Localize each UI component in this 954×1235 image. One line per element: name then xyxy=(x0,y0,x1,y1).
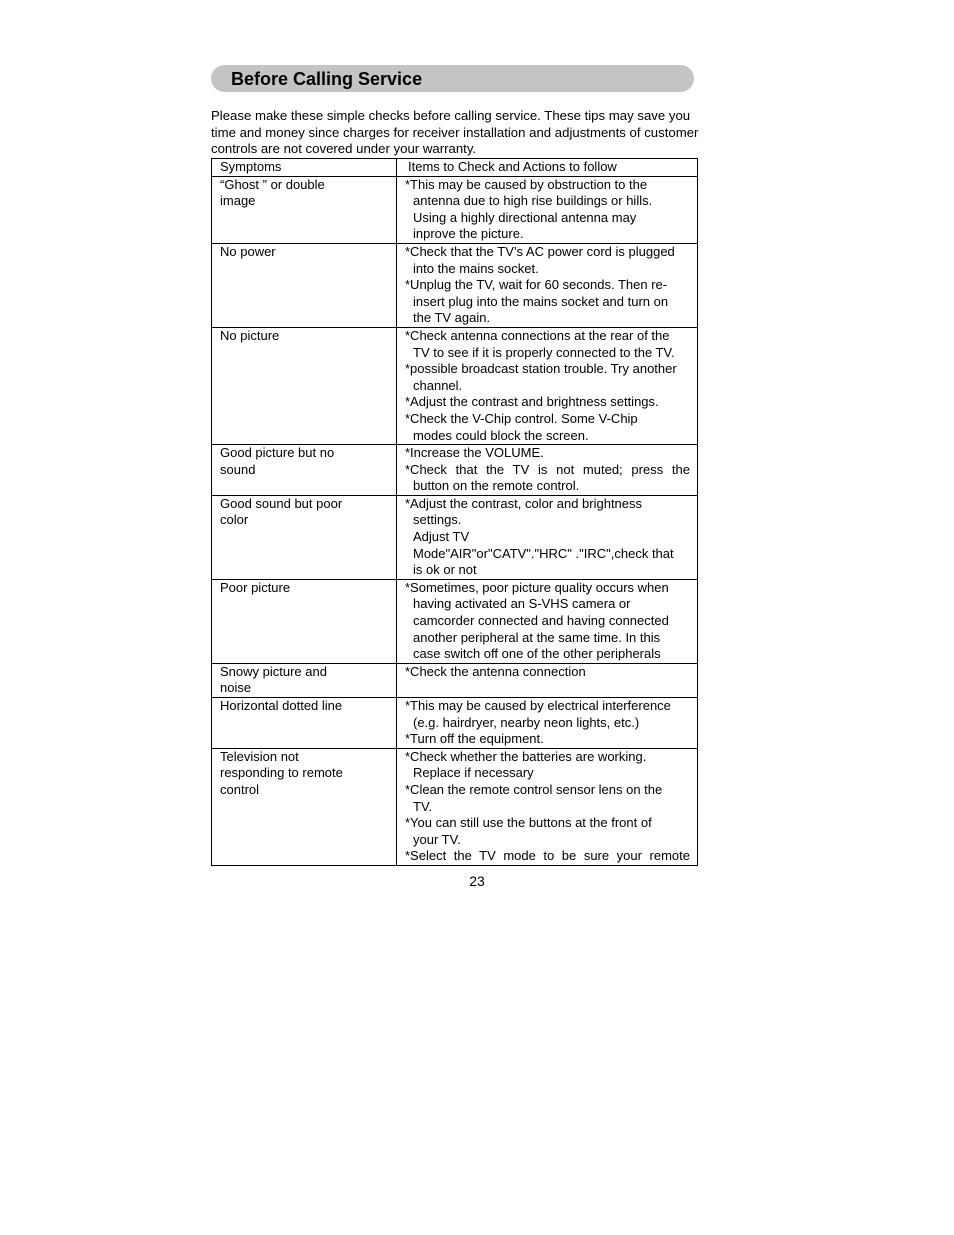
symptom-line: No picture xyxy=(220,327,280,343)
symptom-line: Horizontal dotted line xyxy=(220,698,343,713)
table-row xyxy=(212,495,698,579)
action-line: having activated an S-VHS camera or xyxy=(413,596,631,612)
symptom-line: “Ghost ” or double xyxy=(220,176,325,192)
page-title: Before Calling Service xyxy=(231,69,423,89)
action-line: *Check whether the batteries are working. xyxy=(405,748,647,764)
action-line: inprove the picture. xyxy=(413,226,524,242)
action-cell xyxy=(397,663,698,697)
symptom-line: Television not xyxy=(220,748,299,764)
symptom-line: control xyxy=(220,781,260,797)
symptom-cell xyxy=(212,495,397,579)
symptom-cell xyxy=(212,176,397,243)
section-title-banner xyxy=(211,65,694,92)
header-actions: Items to Check and Actions to follow xyxy=(408,159,617,174)
symptom-line: No power xyxy=(220,243,276,259)
action-cell xyxy=(397,495,698,579)
symptom-cell xyxy=(212,243,397,327)
symptom-line: sound xyxy=(220,461,256,477)
action-line: *Check the V-Chip control. Some V-Chip xyxy=(405,410,638,426)
action-line: *Check that the TV is not muted; press the xyxy=(405,461,690,477)
action-cell xyxy=(397,748,698,865)
action-line: insert plug into the mains socket and turn on xyxy=(413,293,669,309)
action-line: settings. xyxy=(413,512,462,528)
action-cell xyxy=(397,445,698,496)
symptom-cell xyxy=(212,445,397,496)
action-line: *Select the TV mode to be sure your remote xyxy=(405,848,690,864)
action-line: *Check that the TV’s AC power cord is plugged xyxy=(405,243,675,259)
symptom-cell xyxy=(212,327,397,444)
action-line: (e.g. hairdryer, nearby neon lights, etc.) xyxy=(413,714,640,730)
symptom-cell xyxy=(212,748,397,865)
action-line: *You can still use the buttons at the front of xyxy=(405,815,652,831)
action-line: *possible broadcast station trouble. Try another xyxy=(405,361,677,377)
action-line: *This may be caused by obstruction to the xyxy=(405,176,648,192)
table-row xyxy=(212,243,698,327)
action-line: *Turn off the equipment. xyxy=(405,731,544,747)
action-cell xyxy=(397,243,698,327)
action-line: *Check antenna connections at the rear of the xyxy=(405,327,670,343)
table-row xyxy=(212,445,698,496)
table-row xyxy=(212,327,698,444)
action-line: Using a highly directional antenna may xyxy=(413,209,637,225)
table-row xyxy=(212,579,698,663)
table-row xyxy=(212,176,698,243)
symptom-cell xyxy=(212,579,397,663)
intro-line: controls are not covered under your warranty. xyxy=(211,141,477,157)
action-line: channel. xyxy=(413,377,463,393)
action-line: the TV again. xyxy=(413,310,491,326)
symptom-cell xyxy=(212,663,397,697)
intro-line: time and money since charges for receiver installation and adjustments of customer xyxy=(211,124,699,140)
table-row xyxy=(212,663,698,697)
symptom-cell xyxy=(212,698,397,749)
action-cell xyxy=(397,176,698,243)
action-line: *This may be caused by electrical interference xyxy=(405,698,671,713)
action-line: *Sometimes, poor picture quality occurs when xyxy=(405,579,669,595)
symptom-line: Good picture but no xyxy=(220,445,335,461)
symptom-line: color xyxy=(220,512,249,528)
intro-paragraph xyxy=(211,108,751,158)
action-line: TV to see if it is properly connected to the TV. xyxy=(413,344,675,360)
action-line: is ok or not xyxy=(413,562,477,578)
symptom-line: responding to remote xyxy=(220,765,343,781)
symptom-line: image xyxy=(220,193,256,209)
action-cell xyxy=(397,698,698,749)
symptom-line: Good sound but poor xyxy=(220,495,343,511)
action-line: camcorder connected and having connected xyxy=(413,613,669,629)
action-line: button on the remote control. xyxy=(413,478,580,494)
action-line: *Check the antenna connection xyxy=(405,663,586,679)
action-line: your TV. xyxy=(413,831,461,847)
action-line: into the mains socket. xyxy=(413,260,539,276)
action-line: *Adjust the contrast and brightness settings. xyxy=(405,394,659,410)
symptom-line: Poor picture xyxy=(220,579,291,595)
page-number: 23 xyxy=(469,873,485,889)
symptom-line: noise xyxy=(220,680,252,696)
table-header-row xyxy=(212,159,698,177)
table-row xyxy=(212,748,698,865)
action-line: *Increase the VOLUME. xyxy=(405,445,544,461)
intro-line: Please make these simple checks before calling service. These tips may save you xyxy=(211,108,691,123)
action-line: case switch off one of the other peripherals xyxy=(413,646,661,662)
action-line: *Clean the remote control sensor lens on the xyxy=(405,781,663,797)
action-line: modes could block the screen. xyxy=(413,427,589,443)
troubleshooting-table xyxy=(211,158,698,866)
symptom-line: Snowy picture and xyxy=(220,663,327,679)
action-line: *Adjust the contrast, color and brightness xyxy=(405,495,643,511)
action-cell xyxy=(397,579,698,663)
action-line: Adjust TV xyxy=(413,529,470,545)
action-line: Mode"AIR"or"CATV"."HRC" ."IRC",check that xyxy=(413,545,674,561)
action-line: another peripheral at the same time. In this xyxy=(413,629,661,645)
action-cell xyxy=(397,327,698,444)
header-symptoms: Symptoms xyxy=(212,159,397,177)
action-line: Replace if necessary xyxy=(413,765,534,781)
action-line: *Unplug the TV, wait for 60 seconds. Then re- xyxy=(405,277,668,293)
action-line: TV. xyxy=(413,798,433,814)
table-row xyxy=(212,698,698,749)
action-line: antenna due to high rise buildings or hills. xyxy=(413,193,653,209)
